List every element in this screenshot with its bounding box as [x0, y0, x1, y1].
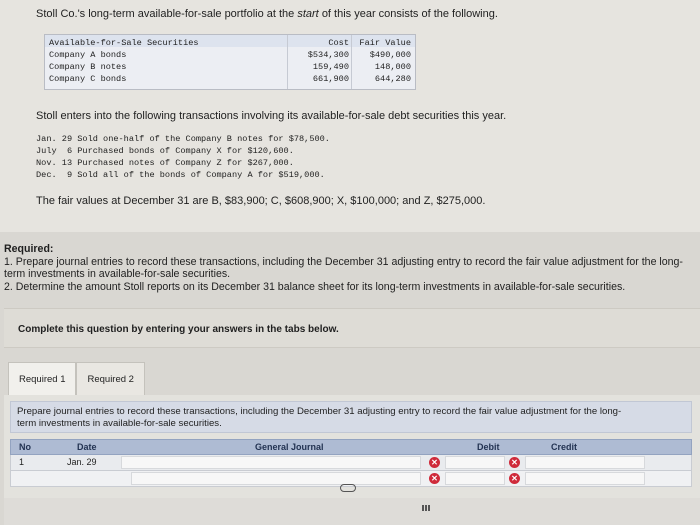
header-date: Date — [77, 442, 97, 452]
tab-required-1[interactable]: Required 1 — [8, 362, 76, 396]
header-credit: Credit — [551, 442, 578, 452]
journal-header-row — [10, 439, 692, 455]
problem-statement-panel — [0, 0, 700, 232]
x-circle-icon: ✕ — [509, 473, 520, 484]
account-input[interactable] — [121, 456, 421, 469]
portfolio-cell: $490,000 — [369, 50, 411, 60]
journal-row — [10, 455, 692, 471]
tab-required-2[interactable]: Required 2 — [76, 362, 144, 396]
portfolio-cell: Company A bonds — [49, 50, 127, 60]
debit-input[interactable] — [445, 472, 505, 485]
fair-values-text: The fair values at December 31 are B, $83,900; C, $608,900; X, $100,000; and Z, $275,000. — [36, 195, 486, 207]
transactions-intro: Stoll enters into the following transactions involving its available-for-sale debt securities this year. — [36, 110, 507, 122]
required-heading: Required: — [4, 243, 54, 255]
header-no: No — [19, 442, 31, 452]
portfolio-cell: 148,000 — [374, 62, 411, 72]
header-debit: Debit — [477, 442, 500, 452]
required-item-2: 2. Determine the amount Stoll reports on its December 31 balance sheet for its long-term investments in available-for-sale securities. — [4, 280, 626, 293]
transaction-item: Dec. 9 Sold all of the bonds of Company A for $519,000. — [36, 170, 325, 180]
portfolio-cell: 159,490 — [312, 62, 349, 72]
row-number: 1 — [19, 457, 25, 467]
header-security: Available-for-Sale Securities — [49, 38, 199, 48]
x-circle-icon: ✕ — [429, 473, 440, 484]
intro-emphasis: start — [297, 8, 319, 20]
portfolio-cell: 644,280 — [374, 74, 411, 84]
grid-icon — [422, 498, 432, 504]
header-cost: Cost — [328, 38, 349, 48]
portfolio-cell: Company C bonds — [49, 74, 127, 84]
account-input[interactable] — [131, 472, 421, 485]
credit-input[interactable] — [525, 472, 645, 485]
portfolio-cell: Company B notes — [49, 62, 127, 72]
pane-instructions-text: Prepare journal entries to record these transactions, including the December 31 adjusting entry to record the fair value adjustment for the long-term investments in available-for-sale securities. — [17, 406, 622, 429]
column-divider — [287, 35, 288, 89]
tab-bar — [8, 362, 145, 396]
mouse-icon — [340, 484, 356, 492]
portfolio-fair-value-column — [349, 37, 411, 85]
transaction-item: Nov. 13 Purchased notes of Company Z for $267,000. — [36, 158, 294, 168]
portfolio-cost-column — [289, 37, 349, 85]
x-circle-icon: ✕ — [429, 457, 440, 468]
banner-text: Complete this question by entering your answers in the tabs below. — [18, 324, 339, 335]
transactions-list — [36, 133, 330, 181]
intro-suffix: of this year consists of the following. — [321, 8, 498, 20]
instructions-banner — [4, 308, 700, 348]
credit-input[interactable] — [525, 456, 645, 469]
portfolio-table — [44, 34, 416, 90]
transaction-item: July 6 Purchased bonds of Company X for $120,600. — [36, 146, 294, 156]
transaction-item: Jan. 29 Sold one-half of the Company B notes for $78,500. — [36, 134, 330, 144]
row-date: Jan. 29 — [67, 457, 97, 467]
header-fair-value: Fair Value — [359, 38, 411, 48]
intro-text — [36, 8, 498, 20]
portfolio-cell: $534,300 — [307, 50, 349, 60]
required-item-1: 1. Prepare journal entries to record these transactions, including the December 31 adjusting entry to record the fair value adjustment for the long-term investments in available-for-sale securities. — [4, 255, 683, 280]
intro-prefix: Stoll Co.'s long-term available-for-sale portfolio at the — [36, 8, 295, 20]
portfolio-cell: 661,900 — [312, 74, 349, 84]
portfolio-security-column — [49, 37, 199, 85]
x-circle-icon: ✕ — [509, 457, 520, 468]
bottom-strip — [4, 498, 700, 525]
required-section — [4, 243, 700, 293]
debit-input[interactable] — [445, 456, 505, 469]
header-general-journal: General Journal — [255, 442, 324, 452]
pane-instructions — [10, 401, 692, 433]
